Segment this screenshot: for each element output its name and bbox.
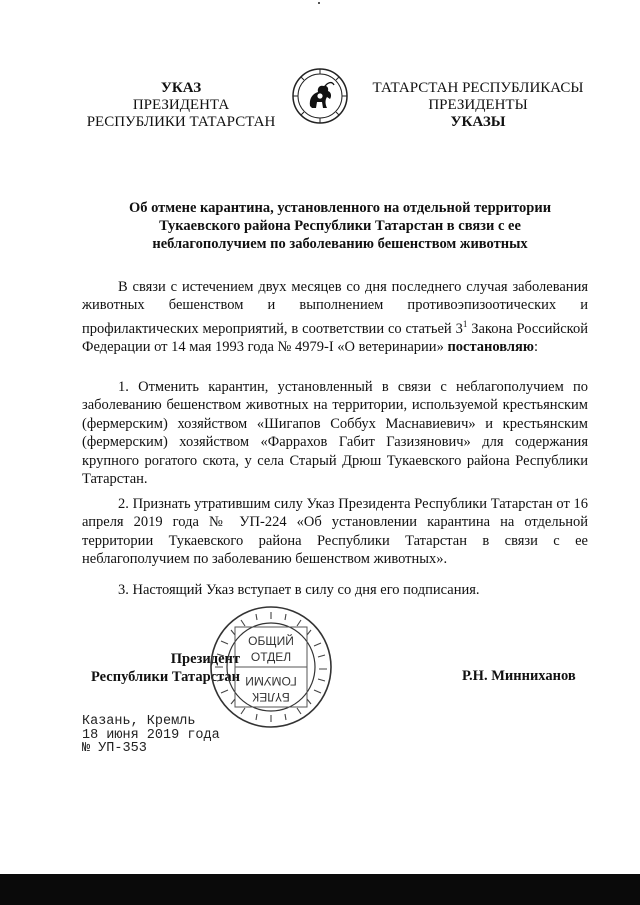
preamble-text-a: В связи с истечением двух месяцев со дня последнего случая заболевания животных бешенством и выполнением противоэпизоотических и профилактических мероприятий, в соответствии со статьей 3 — [82, 279, 588, 337]
title-line1: Об отмене карантина, установленного на отдельной территории — [128, 200, 552, 216]
preamble-sup: 1 — [462, 318, 468, 329]
decree-item-text: 3. Настоящий Указ вступает в силу со дня его подписания. — [118, 582, 480, 598]
decree-item-2 — [82, 495, 588, 569]
header-right-line3: УКАЗЫ — [450, 114, 506, 130]
preamble-paragraph — [82, 278, 588, 356]
decree-item-text: 1. Отменить карантин, установленный в связи с неблагополучием по заболеванию бешенством животных на территории, используемой крестьянским (фермерским) хозяйством «Шигапов Соббух Маснавиевич» и крестьянским (фермерским) хозяйством «Фаррахов Габит Газизянович» для содержания крупного рогатого скота, у села Старый Дрюш Тукаевского района Республики Татарстан. — [82, 379, 588, 488]
number-line: № УП-353 — [82, 741, 147, 756]
signatory-name: Р.Н. Минниханов — [462, 668, 576, 684]
header-right-line1: ТАТАРСТАН РЕСПУБЛИКАСЫ — [372, 80, 584, 96]
stamp-line2: ОТДЕЛ — [250, 650, 292, 664]
decree-word: постановляю — [447, 339, 534, 356]
stamp-line1: ОБЩИЙ — [248, 634, 294, 648]
stamp-line3: ГОМУМИ — [245, 674, 297, 688]
date-line: 18 июня 2019 года — [82, 727, 220, 743]
decree-colon: : — [534, 339, 539, 356]
tatarstan-coat-of-arms-icon — [292, 66, 348, 126]
title-line3: неблагополучием по заболеванию бешенством животных — [152, 236, 528, 252]
header-right-tt — [362, 80, 594, 131]
scan-speck — [318, 2, 320, 4]
header-left-line2: ПРЕЗИДЕНТА — [132, 97, 230, 113]
title-line2: Тукаевского района Республики Татарстан в связи с ее — [159, 218, 521, 234]
place-date-number — [82, 715, 220, 756]
signatory-title-line1: Президент — [170, 651, 240, 667]
signatory-title-line2: Республики Татарстан — [91, 669, 240, 685]
header-left-ru — [86, 80, 276, 131]
document-title — [92, 199, 588, 253]
decree-item-text: 2. Признать утратившим силу Указ Президента Республики Татарстан от 16 апреля 2019 года № УП-224 «Об установлении карантина на отдельной территории Тукаевского района Республики Татарстан в связи с ее неблагополучием по заболеванию бешенством животных». — [82, 496, 588, 568]
header-right-line2: ПРЕЗИДЕНТЫ — [428, 97, 528, 113]
decree-item-1 — [82, 378, 588, 488]
decree-item-3 — [82, 581, 588, 599]
header-left-line1: УКАЗ — [160, 80, 202, 96]
header-left-line3: РЕСПУБЛИКИ ТАТАРСТАН — [86, 114, 276, 130]
place-line: Казань, Кремль — [82, 714, 196, 729]
scan-bottom-edge — [0, 874, 640, 905]
stamp-line4: БҮЛЕК — [252, 690, 290, 704]
general-department-stamp — [205, 603, 337, 731]
preamble-text-b: Закона Российской Федерации от 14 мая 1993 года № 4979-I «О ветеринарии» — [82, 320, 588, 356]
